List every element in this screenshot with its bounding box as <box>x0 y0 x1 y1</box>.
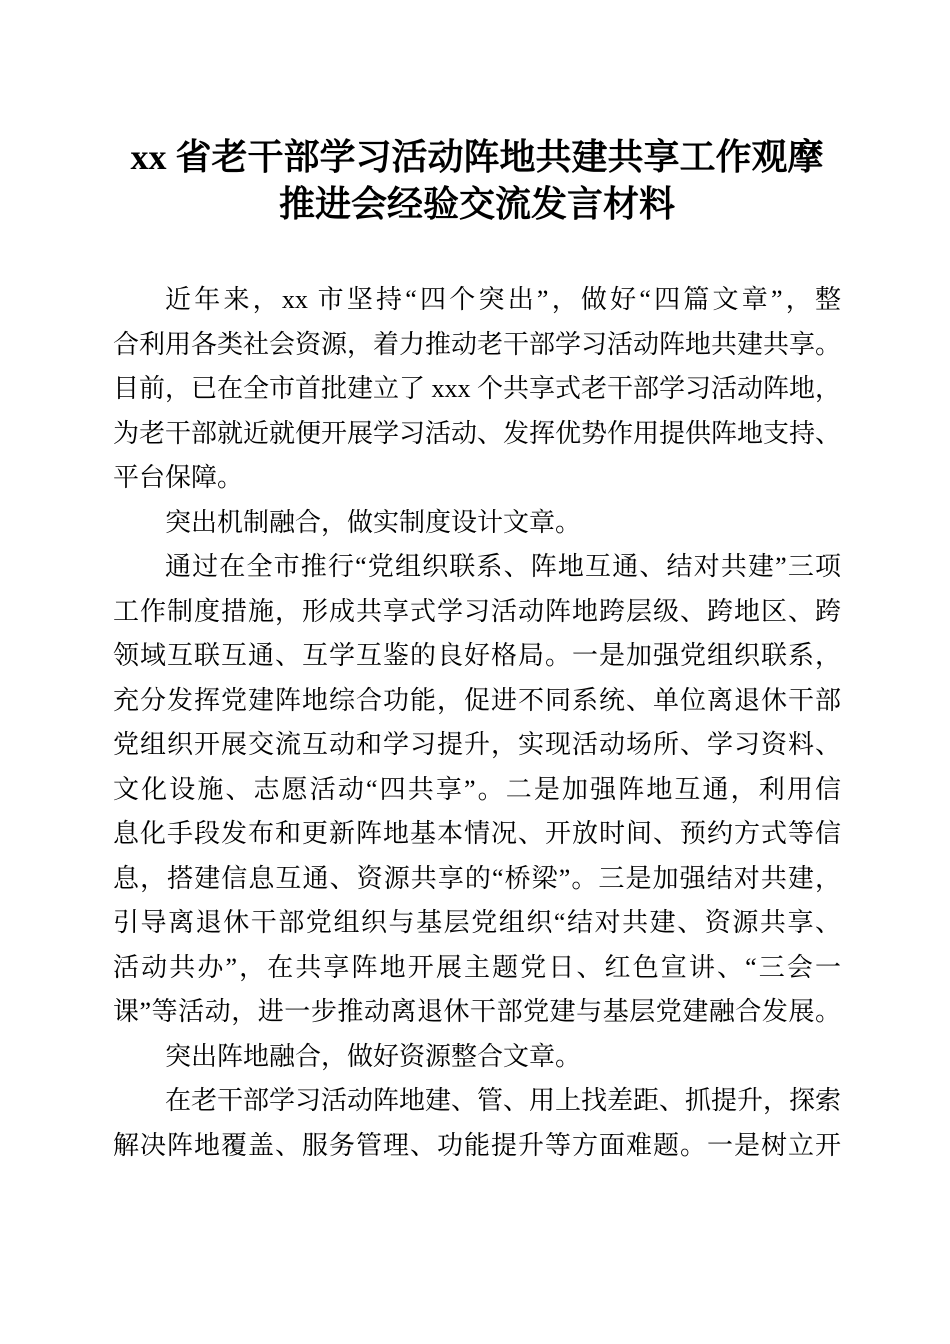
paragraph-1-line-5: 平台保障。 <box>113 463 244 492</box>
paragraph-3-line-1: 通过在全市推行“党组织联系、阵地互通、结对共建”三项 <box>165 552 841 581</box>
paragraph-4-line-1: 突出阵地融合，做好资源整合文章。 <box>165 1041 582 1071</box>
paragraph-1 <box>113 278 841 501</box>
paragraph-3-line-6: 文化设施、志愿活动“四共享”。二是加强阵地互通，利用信 <box>113 774 841 804</box>
document-title <box>113 134 841 228</box>
title-line-2: 推进会经验交流发言材料 <box>278 184 675 224</box>
paragraph-3-line-7: 息化手段发布和更新阵地基本情况、开放时间、预约方式等信 <box>113 819 841 848</box>
paragraph-3-line-8: 息，搭建信息互通、资源共享的“桥梁”。三是加强结对共建， <box>113 863 841 893</box>
paragraph-3-line-3: 领域互联互通、互学互鉴的良好格局。一是加强党组织联系， <box>113 641 841 670</box>
paragraph-1-line-4: 为老干部就近就便开展学习活动、发挥优势作用提供阵地支持、 <box>113 418 842 448</box>
paragraph-5-line-2: 解决阵地覆盖、服务管理、功能提升等方面难题。一是树立开 <box>113 1130 841 1160</box>
paragraph-1-line-1: 近年来，xx 市坚持“四个突出”，做好“四篇文章”，整 <box>165 285 841 314</box>
paragraph-3-line-11: 课”等活动，进一步推动离退休干部党建与基层党建融合发展。 <box>113 997 841 1026</box>
paragraph-5 <box>113 1079 841 1168</box>
paragraph-1-line-2: 合利用各类社会资源，着力推动老干部学习活动阵地共建共享。 <box>113 329 842 359</box>
paragraph-3-line-2: 工作制度措施，形成共享式学习活动阵地跨层级、跨地区、跨 <box>113 596 841 626</box>
paragraph-4 <box>113 1035 841 1080</box>
paragraph-3 <box>113 545 841 1035</box>
paragraph-3-line-9: 引导离退休干部党组织与基层党组织“结对共建、资源共享、 <box>113 908 841 937</box>
paragraph-2 <box>113 501 841 546</box>
title-line-1: xx 省老干部学习活动阵地共建共享工作观摩 <box>130 137 824 177</box>
paragraph-3-line-5: 党组织开展交流互动和学习提升，实现活动场所、学习资料、 <box>113 730 841 759</box>
paragraph-3-line-4: 充分发挥党建阵地综合功能，促进不同系统、单位离退休干部 <box>113 685 841 715</box>
paragraph-3-line-10: 活动共办”，在共享阵地开展主题党日、红色宣讲、“三会一 <box>113 952 841 982</box>
paragraph-2-line-1: 突出机制融合，做实制度设计文章。 <box>165 507 582 537</box>
document-body <box>113 278 841 1168</box>
paragraph-5-line-1: 在老干部学习活动阵地建、管、用上找差距、抓提升，探索 <box>165 1086 842 1115</box>
paragraph-1-line-3: 目前，已在全市首批建立了 xxx 个共享式老干部学习活动阵地， <box>113 374 842 403</box>
